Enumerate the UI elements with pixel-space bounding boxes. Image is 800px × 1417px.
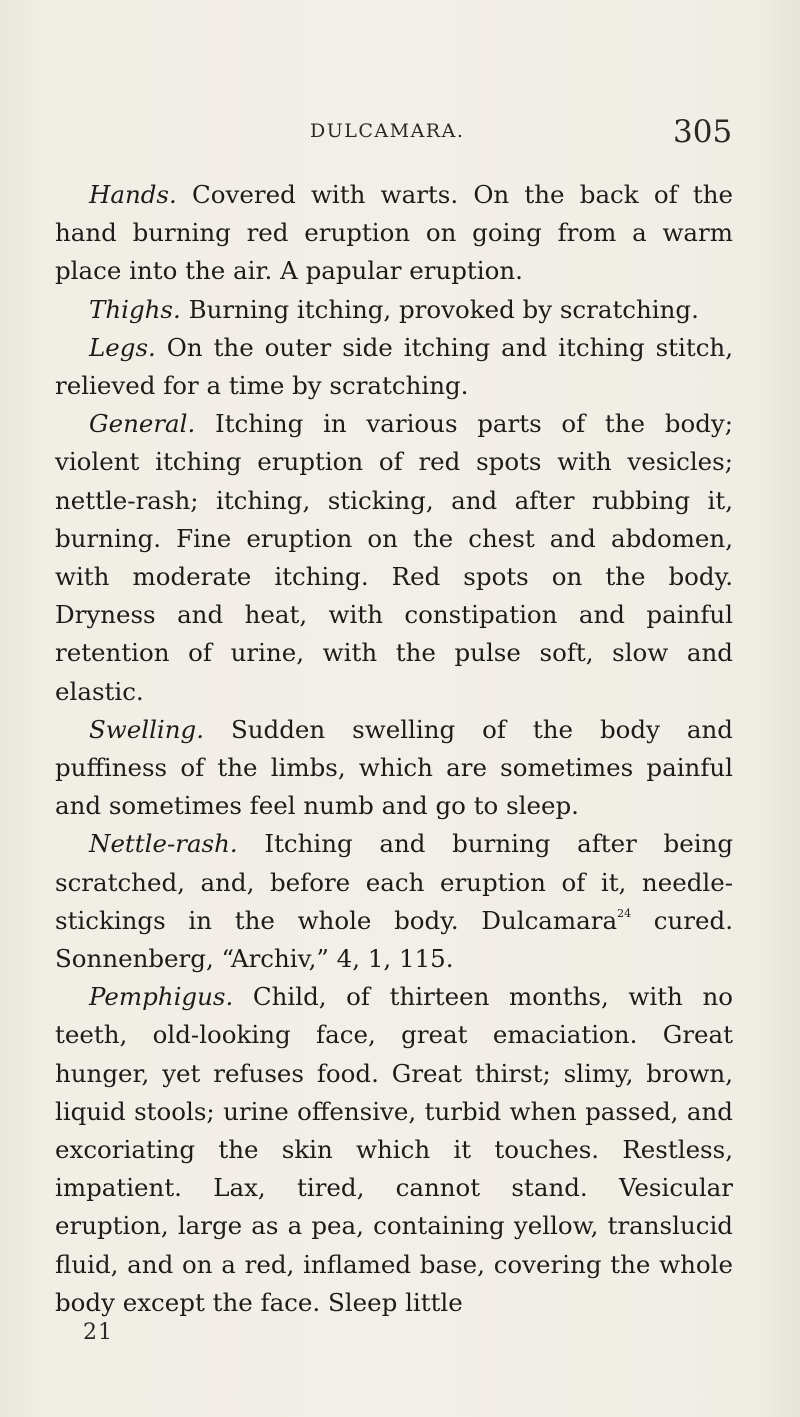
page-header [0, 114, 800, 164]
paragraph-text: Child, of thirteen months, with no teeth, old-looking face, great emaciation. Great hunger, yet refuses food. Great thirst; slimy, brown, liquid stools; urine offensive, turbid when passed, and excoriating the skin which it touches. Restless, impatient. Lax, tired, cannot stand. Vesicular eruption, large as a pea, containing yellow, translucid fluid, and on a red, inflamed base, covering the whole body except the face. Sleep little [55, 982, 733, 1317]
section-heading-thighs: Thighs. [89, 294, 181, 324]
section-heading-pemphigus: Pemphigus. [89, 982, 234, 1012]
section-heading-legs: Legs. [89, 332, 156, 362]
paragraph-pemphigus [55, 978, 733, 1322]
paragraph-nettle-rash [55, 825, 733, 978]
paragraph-thighs [55, 291, 733, 329]
section-heading-swelling: Swelling. [89, 714, 205, 744]
running-head: DULCAMARA. [310, 120, 465, 142]
paragraph-text: Burning itching, provoked by scratching. [180, 294, 699, 324]
paragraph-text-after: cured. Sonnenberg, “Archiv,” 4, 1, 115. [55, 905, 733, 974]
section-heading-hands: Hands. [89, 180, 177, 209]
paragraph-text: Itching in various parts of the body; violent itching eruption of red spots with vesicles; nettle-rash; itching, sticking, and after rubbing it, burning. Fine eruption on the chest and abdomen, with moderate itching. Red spots on the body. Dryness and heat, with constipation and painful retention of urine, with the pulse soft, slow and elastic. [55, 409, 733, 706]
paragraph-general [55, 405, 733, 711]
paragraph-text: Sudden swelling of the body and puffiness of the limbs, which are sometimes painful and sometimes feel numb and go to sleep. [55, 714, 733, 821]
paragraph-text: Itching and burning after being scratched, and, before each eruption of it, needle-stickings in the whole body. Dulcamara [55, 829, 733, 935]
page-number: 305 [673, 114, 733, 150]
section-heading-general: General. [89, 409, 196, 439]
paragraph-text: Covered with warts. On the back of the hand burning red eruption on going from a warm place into the air. A papular eruption. [55, 180, 733, 286]
paragraph-text: On the outer side itching and itching stitch, relieved for a time by scratching. [55, 332, 733, 401]
body-text [55, 176, 733, 1322]
paragraph-hands [55, 176, 733, 291]
section-heading-nettle-rash: Nettle-rash. [89, 829, 238, 859]
paragraph-legs [55, 329, 733, 405]
paragraph-swelling [55, 711, 733, 826]
potency-superscript: 24 [617, 906, 632, 920]
signature-mark: 21 [83, 1320, 113, 1345]
